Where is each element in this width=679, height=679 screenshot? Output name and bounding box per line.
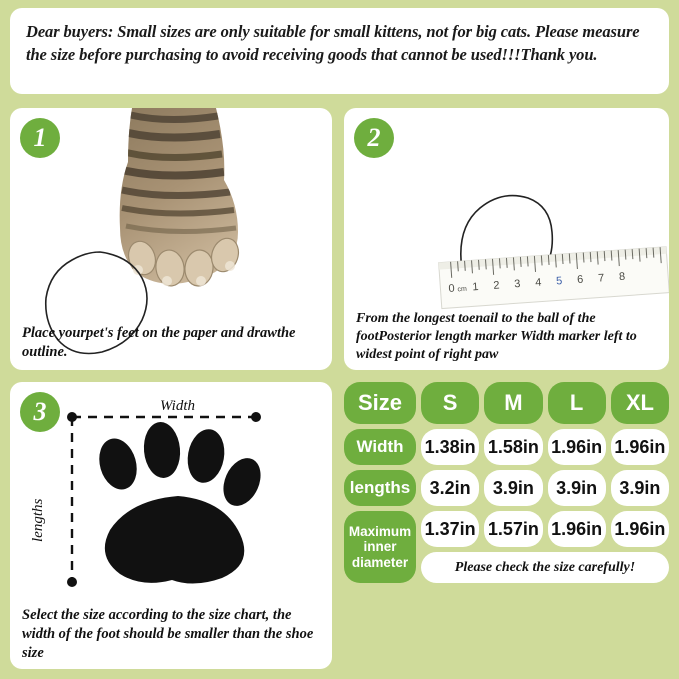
size-chart-lengths-xl: 3.9in (611, 470, 669, 506)
size-chart-row-label-max-inner-diameter: Maximum inner diameter (344, 511, 416, 583)
size-chart-header-m: M (484, 382, 542, 424)
size-chart-max-l: 1.96in (548, 511, 606, 547)
svg-text:cm: cm (457, 285, 468, 294)
width-dimension-label: Width (160, 398, 196, 414)
svg-text:2: 2 (492, 279, 500, 292)
size-chart-footnote: Please check the size carefully! (421, 552, 669, 583)
svg-text:8: 8 (618, 270, 626, 284)
step-2-badge: 2 (354, 118, 394, 158)
size-chart-max-m: 1.57in (484, 511, 542, 547)
svg-text:3: 3 (513, 278, 521, 291)
svg-text:5: 5 (555, 275, 563, 288)
notice-text: Dear buyers: Small sizes are only suitable for small kittens, not for big cats. Please measure the size before purchasing to avoid receiving goods that cannot be used!!!Thank you. (26, 22, 640, 65)
step-3-badge: 3 (20, 392, 60, 432)
size-chart-width-xl: 1.96in (611, 429, 669, 465)
size-chart-max-s: 1.37in (421, 511, 479, 547)
svg-text:7: 7 (597, 272, 605, 285)
size-chart-header-s: S (421, 382, 479, 424)
notice-banner (10, 8, 669, 94)
length-dimension-label: lengths (30, 498, 46, 542)
svg-text:6: 6 (576, 273, 584, 287)
paw-measurement-diagram (10, 390, 332, 600)
size-chart-lengths-l: 3.9in (548, 470, 606, 506)
step-2-caption: From the longest toenail to the ball of the footPosterior length marker Width marker left to widest point of right paw (356, 311, 637, 363)
table-row (344, 511, 669, 583)
size-chart-width-s: 1.38in (421, 429, 479, 465)
size-chart-lengths-s: 3.2in (421, 470, 479, 506)
svg-text:4: 4 (534, 276, 542, 289)
size-chart (344, 382, 669, 669)
step-1-caption: Place yourpet's feet on the paper and drawthe outline. (22, 325, 296, 361)
size-chart-header-xl: XL (611, 382, 669, 424)
size-chart-row-label-lengths: lengths (344, 470, 416, 506)
step-1-badge: 1 (20, 118, 60, 158)
size-chart-header-row (344, 382, 669, 424)
step-3-panel (10, 382, 332, 669)
svg-text:1: 1 (472, 280, 479, 294)
step-3-caption: Select the size according to the size chart, the width of the foot should be smaller than the shoe size (22, 606, 314, 661)
step-1-panel (10, 108, 332, 370)
size-chart-header-size: Size (344, 382, 416, 424)
size-chart-width-l: 1.96in (548, 429, 606, 465)
step-2-panel (344, 108, 669, 370)
table-row (344, 429, 669, 465)
size-chart-row-label-width: Width (344, 429, 416, 465)
size-chart-lengths-m: 3.9in (484, 470, 542, 506)
size-chart-width-m: 1.58in (484, 429, 542, 465)
ruler-illustration (344, 162, 669, 330)
size-chart-max-xl: 1.96in (611, 511, 669, 547)
svg-text:0: 0 (448, 282, 456, 296)
size-chart-header-l: L (548, 382, 606, 424)
table-row (344, 470, 669, 506)
